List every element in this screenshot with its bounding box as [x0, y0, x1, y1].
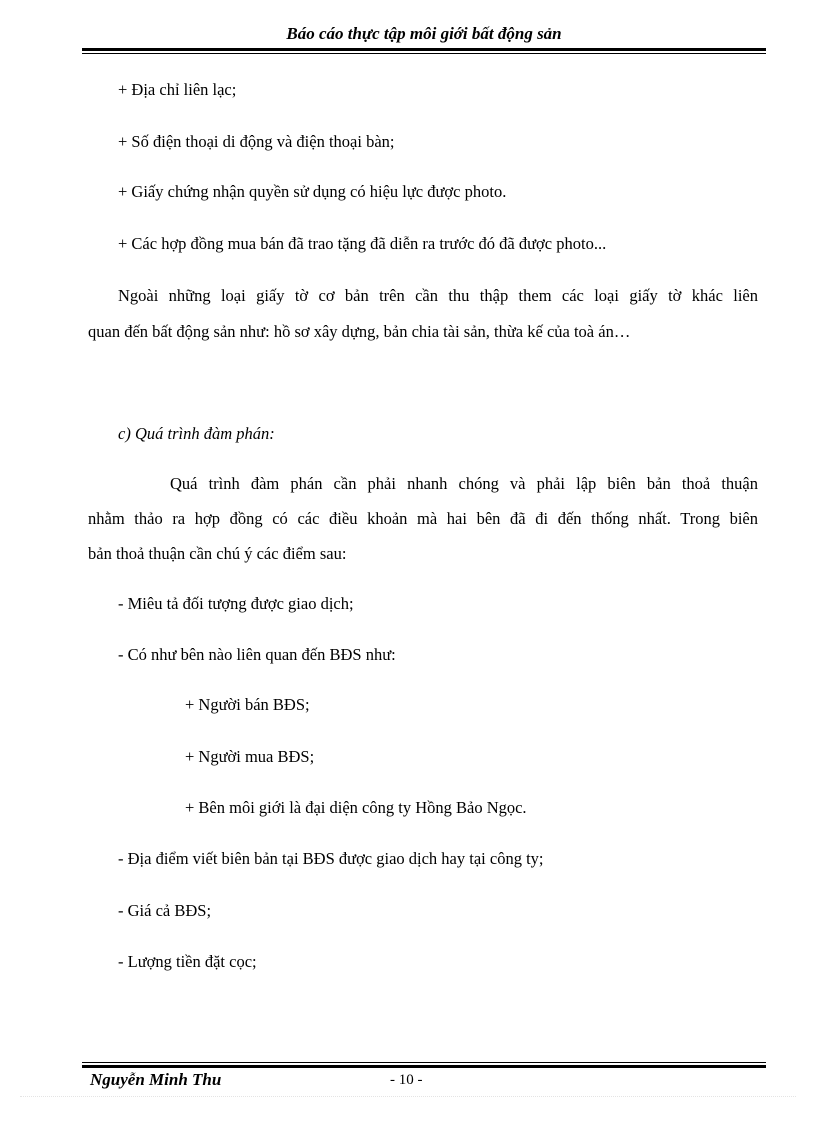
- paragraph-1-line-2: quan đến bất động sản như: hồ sơ xây dựng, bản chia tài sản, thừa kế của toà án…: [88, 322, 631, 341]
- paragraph-2-line-3: bản thoả thuận cần chú ý các điểm sau:: [88, 544, 347, 563]
- paragraph-2-line-1: Quá trình đàm phán cần phải nhanh chóng và phải lập biên bản thoả thuận: [170, 474, 758, 493]
- item-contracts: + Các hợp đồng mua bán đã trao tặng đã diễn ra trước đó đã được photo...: [118, 234, 607, 253]
- point-buyer: + Người mua BĐS;: [185, 747, 315, 766]
- point-parties: - Có như bên nào liên quan đến BĐS như:: [118, 645, 396, 664]
- section-c-heading: c) Quá trình đàm phán:: [118, 424, 275, 443]
- header-rule-thick: [82, 48, 766, 51]
- point-broker: + Bên môi giới là đại diện công ty Hồng Bảo Ngọc.: [185, 798, 527, 817]
- page-bottom-dotted-border: [20, 1096, 796, 1097]
- point-describe: - Miêu tả đối tượng được giao dịch;: [118, 594, 354, 613]
- footer-rule-thick: [82, 1065, 766, 1068]
- point-price: - Giá cả BĐS;: [118, 901, 212, 920]
- page-header-title: Báo cáo thực tập môi giới bất động sản: [286, 24, 562, 43]
- point-seller: + Người bán BĐS;: [185, 695, 310, 714]
- point-place: - Địa điểm viết biên bản tại BĐS được giao dịch hay tại công ty;: [118, 849, 544, 868]
- item-certificate: + Giấy chứng nhận quyền sử dụng có hiệu lực được photo.: [118, 182, 507, 201]
- item-phone: + Số điện thoại di động và điện thoại bàn;: [118, 132, 395, 151]
- footer-page-number: - 10 -: [390, 1072, 423, 1088]
- point-deposit: - Lượng tiền đặt cọc;: [118, 952, 257, 971]
- item-address: + Địa chỉ liên lạc;: [118, 80, 237, 99]
- footer-rule-thin: [82, 1062, 766, 1063]
- paragraph-1-line-1: Ngoài những loại giấy tờ cơ bản trên cần thu thập them các loại giấy tờ khác liên: [118, 286, 758, 305]
- footer-author: Nguyễn Minh Thu: [90, 1070, 222, 1089]
- header-rule-thin: [82, 53, 766, 54]
- paragraph-2-line-2: nhằm thảo ra hợp đồng có các điều khoản mà hai bên đã đi đến thống nhất. Trong biên: [88, 509, 758, 528]
